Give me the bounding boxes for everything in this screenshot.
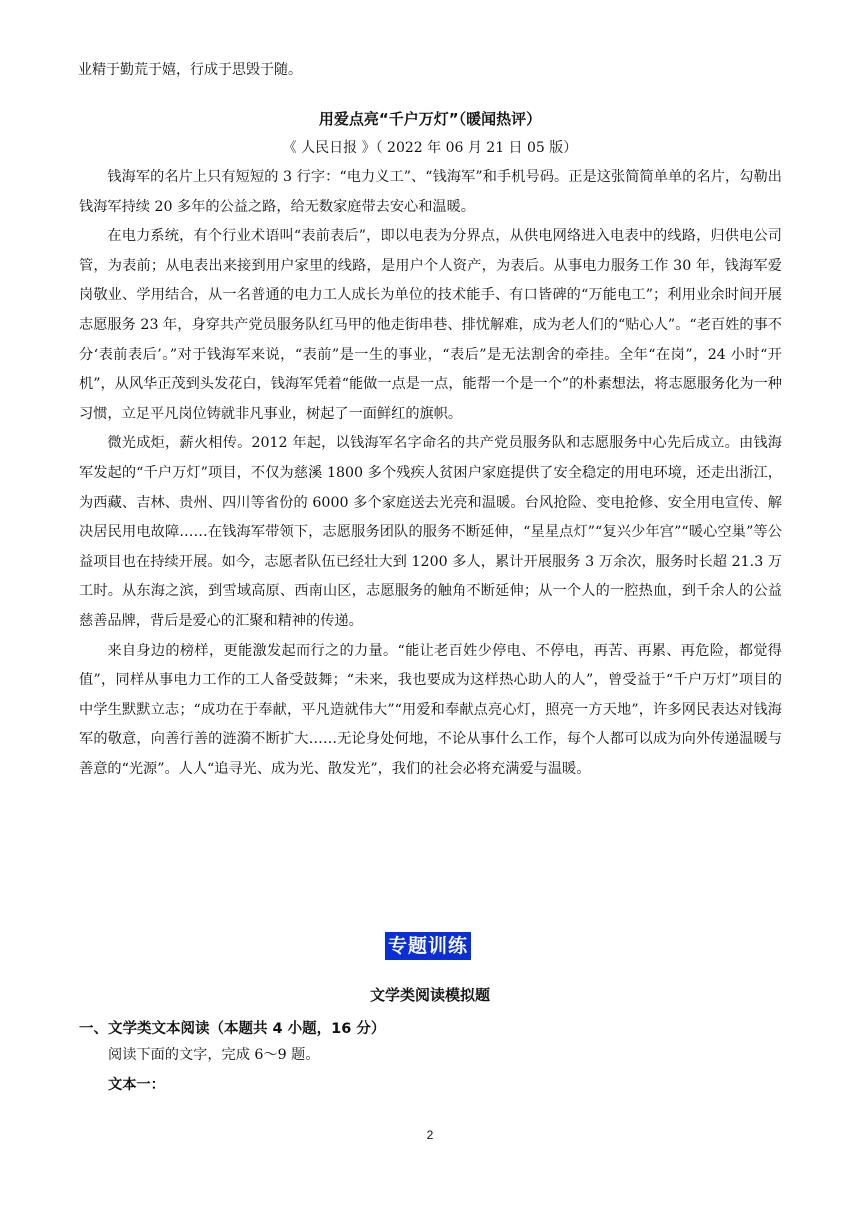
topic-badge: 专题训练: [385, 932, 471, 960]
article-paragraph: 来自身边的榜样，更能激发起而行之的力量。“能让老百姓少停电、不停电，再苦、再累、再危险，都觉得值”，同样从事电力工作的工人备受鼓舞；“未来，我也要成为这样热心助人的人”，曾受益于“千户万灯”项目的中学生默默立志；“成功在于奉献，平凡造就伟大”“用爱和奉献点亮心灯，照亮一方天地”，许多网民表达对钱海军的敬意，向善行善的涟漪不断扩大……无论身处何地，不论从事什么工作，每个人都可以成为向外传递温暖与善意的“光源”。人人“追寻光、成为光、散发光”，我们的社会必将充满爱与温暖。: [79, 642, 782, 777]
article-title: 用爱点亮“千户万灯”（暖闻热评）: [318, 110, 542, 128]
article-paragraph: 钱海军的名片上只有短短的 3 行字：“电力义工”、“钱海军”和手机号码。正是这张简简单单的名片，勾勒出钱海军持续 20 多年的公益之路，给无数家庭带去安心和温暖。: [79, 169, 782, 215]
top-line-motto: 业精于勤荒于嬉，行成于思毁于随。: [78, 62, 302, 78]
question-instruction: 阅读下面的文字，完成 6～9 题。: [108, 1047, 320, 1063]
article-source: 《 人民日报 》（ 2022 年 06 月 21 日 05 版）: [282, 140, 578, 156]
article-paragraph: 在电力系统，有个行业术语叫“表前表后”，即以电表为分界点，从供电网络进入电表中的线路，归供电公司管，为表前；从电表出来接到用户家里的线路，是用户个人资产，为表后。从事电力服务工作 30 年，钱海军爱岗敬业、学用结合，从一名普通的电力工人成长为单位的技术能手、有口皆碑的“万能电工”；利用业余时间开展志愿服务 23 年，身穿共产党员服务队红马甲的他走街串巷、排忧解难，成为老人们的“贴心人”。“老百姓的事不分‘表前表后’。”对于钱海军来说，“表前”是一生的事业，“表后”是无法割舍的牵挂。全年“在岗”，24 小时“开机”，从风华正茂到头发花白，钱海军凭着“能做一点是一点，能帮一个是一个”的朴素想法，将志愿服务化为一种习惯，立足平凡岗位铸就非凡事业，树起了一面鲜红的旗帜。: [79, 228, 782, 422]
question-header: 一、文学类文本阅读（本题共 4 小题，16 分）: [79, 1021, 386, 1037]
article-body: [79, 163, 782, 784]
section-title: 文学类阅读模拟题: [369, 986, 490, 1004]
article-paragraph: 微光成炬，薪火相传。2012 年起，以钱海军名字命名的共产党员服务队和志愿服务中心先后成立。由钱海军发起的“千户万灯”项目，不仅为慈溪 1800 多个残疾人贫困户家庭提供了安全稳定的用电环境，还走出浙江，为西藏、吉林、贵州、四川等省份的 6000 多个家庭送去光亮和温暖。台风抢险、变电抢修、安全用电宣传、解决居民用电故障……在钱海军带领下，志愿服务团队的服务不断延伸，“星星点灯”“复兴少年宫”“暖心空巢”等公益项目也在持续开展。如今，志愿者队伍已经壮大到 1200 多人，累计开展服务 3 万余次，服务时长超 21.3 万工时。从东海之滨，到雪域高原、西南山区，志愿服务的触角不断延伸；从一个人的一腔热血，到千余人的公益慈善品牌，背后是爱心的汇聚和精神的传递。: [79, 435, 782, 629]
page-number: 2: [426, 1128, 434, 1142]
text-label: 文本一：: [108, 1077, 165, 1093]
